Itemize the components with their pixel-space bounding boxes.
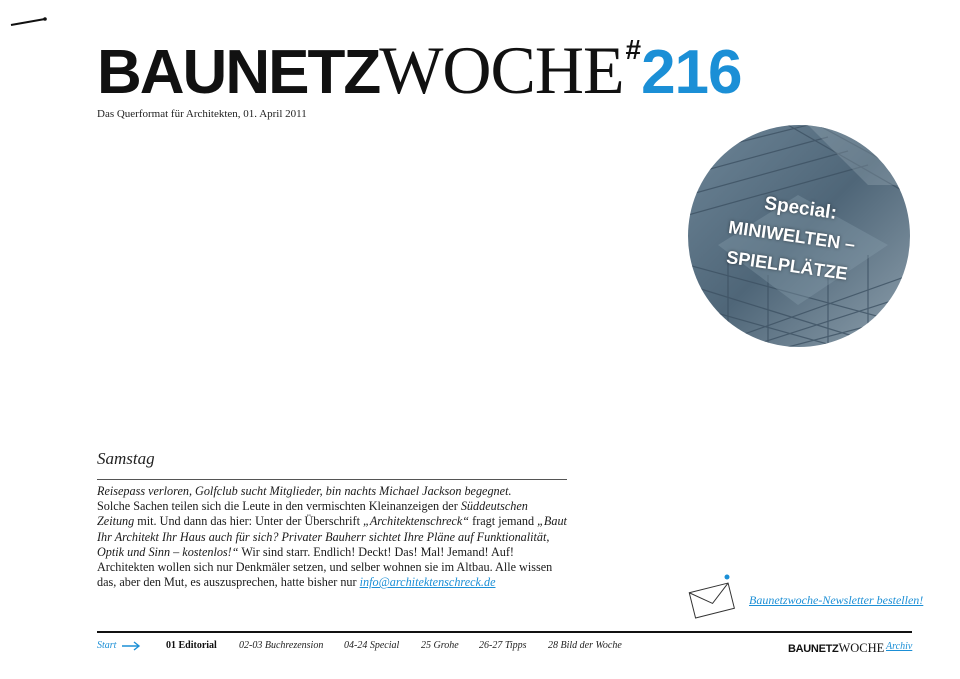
footer-divider — [97, 631, 912, 633]
email-link[interactable]: info@architektenschreck.de — [359, 575, 496, 590]
arrow-right-icon[interactable] — [121, 641, 141, 651]
article-day-title: Samstag — [97, 449, 155, 468]
ad-quote: „Baut Ihr Architekt Ihr Haus auch für sich? Privater Bauherr sichtet Ihre Pläne auf Funktionalität, Optik und Sinn – kostenlos!“ — [97, 514, 567, 559]
nav-item-tipps[interactable]: 26-27 Tipps — [479, 640, 527, 651]
text-segment: Solche Sachen teilen sich die Leute in den vermischten Kleinanzeigen der — [97, 499, 458, 514]
masthead-brand-bold: BAUNETZ — [97, 38, 380, 107]
text-segment: fragt jemand — [472, 514, 535, 529]
masthead-brand-light: WOCHE — [379, 32, 624, 108]
footer-logo — [788, 640, 884, 656]
article-lead: Reisepass verloren, Golfclub sucht Mitglieder, bin nachts Michael Jackson begegnet. — [97, 484, 512, 498]
special-teaser[interactable] — [688, 125, 910, 347]
masthead-hash: # — [625, 34, 642, 65]
newsletter-link[interactable]: Baunetzwoche-Newsletter bestellen! — [749, 593, 924, 607]
text-segment: mit. Und dann das hier: Unter der Überschrift — [137, 514, 360, 529]
corner-mark-icon — [9, 14, 49, 28]
special-title-line1: MINIWELTEN – — [727, 217, 857, 255]
nav-item-buchrezension[interactable]: 02-03 Buchrezension — [239, 640, 324, 651]
nav-item-grohe[interactable]: 25 Grohe — [421, 640, 459, 651]
special-title-line2: SPIELPLÄTZE — [725, 247, 849, 284]
text-segment: Wir sind starr. Endlich! Deckt! Das! Mal! Jemand! Auf! Architekten wollen sich nur Denkmäler setzen, und selber wohnen sie im Altbau. Alle wissen das, aber den Mut, es auszusprechen, hatte bisher nur — [97, 544, 553, 590]
special-label: Special: — [763, 193, 839, 224]
footer-brand-light: WOCHE — [838, 641, 885, 655]
article-paragraph — [97, 499, 567, 590]
nav-item-bild-der-woche[interactable]: 28 Bild der Woche — [548, 640, 622, 651]
footer-brand-bold: BAUNETZ — [788, 643, 839, 655]
heading-quote: „Architektenschreck“ — [363, 514, 470, 529]
envelope-icon[interactable] — [688, 573, 740, 623]
archive-link[interactable]: Archiv — [886, 641, 913, 652]
nav-start[interactable]: Start — [97, 640, 117, 651]
masthead — [97, 32, 742, 108]
special-text — [688, 125, 910, 347]
subtitle: Das Querformat für Architekten, 01. April 2011 — [97, 108, 307, 120]
source-name: Süddeutschen Zeitung — [97, 499, 528, 529]
article-body — [97, 484, 567, 590]
nav-item-editorial[interactable]: 01 Editorial — [166, 640, 217, 651]
nav-item-special[interactable]: 04-24 Special — [344, 640, 400, 651]
issue-number: 216 — [641, 38, 742, 107]
article-divider — [97, 479, 567, 480]
